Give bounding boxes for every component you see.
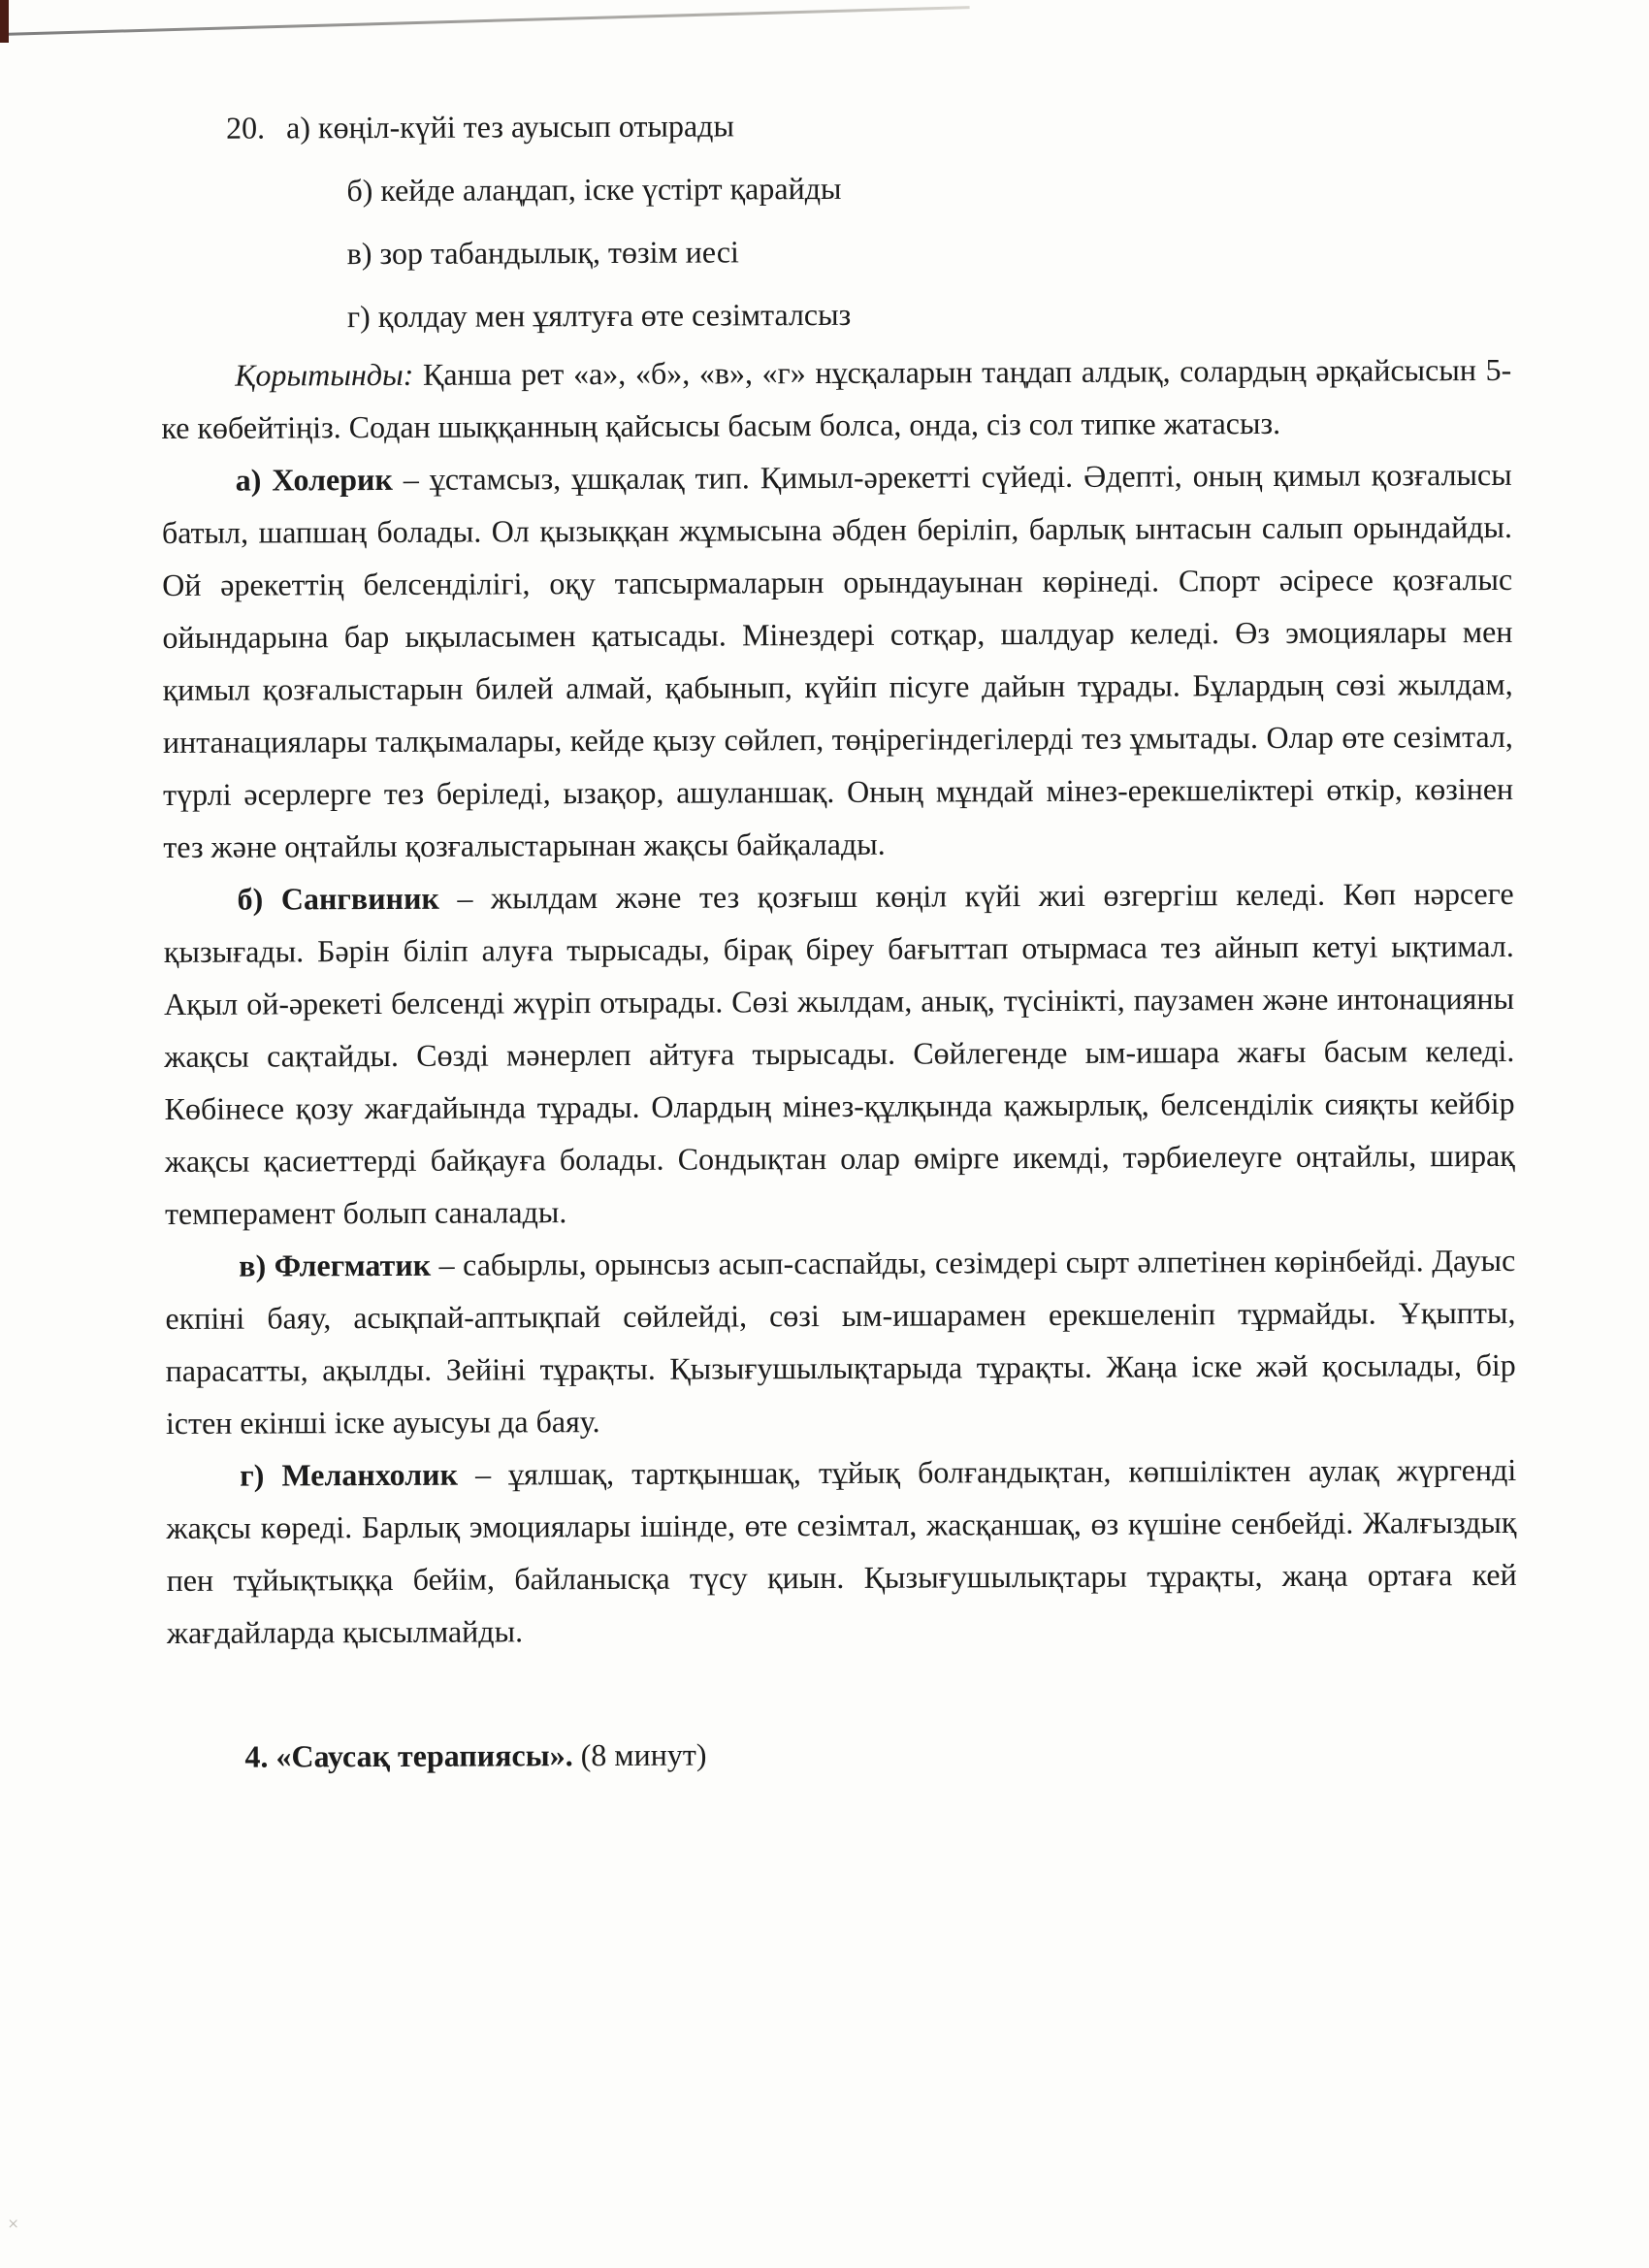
paragraph-sanguine (163, 867, 1515, 1240)
section-heading-title: 4. «Саусақ терапиясы». (244, 1737, 573, 1774)
sanguine-lead: б) Сангвиник (237, 880, 439, 917)
document-body (160, 91, 1518, 1783)
section-heading-duration: (8 минут) (572, 1736, 707, 1773)
phlegmatic-body: – сабырлы, орынсыз асып-саспайды, сезімдері сырт әлпетінен көрінбейді. Дауыс екпіні баяу, асықпай-аптықпай сөйлейді, сөзі ым-ишарамен ерекшеленіп тұрмайды. Ұқыпты, парасатты, ақылды. Зейіні тұрақты. Қызығушылықтарыда тұрақты. Жаңа іске жәй қосылады, бір істен екінші іске ауысуы да баяу. (165, 1242, 1516, 1441)
paragraph-melancholic (166, 1443, 1517, 1659)
option-v: в) зор табандылық, төзім иесі (346, 234, 739, 272)
paragraph-conclusion (161, 343, 1511, 454)
choleric-body: – ұстамсыз, ұшқалақ тип. Қимыл-әрекетті сүйеді. Әдепті, оның қимыл қозғалысы батыл, шапшаң болады. Ол қызыққан жұмысына әбден беріліп, барлық ынтасын салып орындайды. Ой әрекеттің белсенділігі, оқу тапсырмаларын орындауынан көрінеді. Спорт әсіресе қозғалыс ойындарына бар ықыласымен қатысады. Мінездері сотқар, шалдуар келеді. Өз эмоциялары мен қимыл қозғалыстарын билей алмай, қабынып, күйіп пісуге дайын тұрады. Бұлардың сөзі жылдам, интанациялары талқымалары, кейде қызу сөйлеп, төңірегіндегілерді тез ұмытады. Олар өте сезімтал, түрлі әсерлерге тез беріледі, ызақор, ашуланшақ. Оның мұндай мінез-ерекшеліктері өткір, көзінен тез және оңтайлы қозғалыстарынан жақсы байқалады. (161, 456, 1514, 864)
paragraph-choleric (162, 448, 1514, 873)
melancholic-lead: г) Меланхолик (240, 1456, 459, 1493)
question-options (286, 91, 1511, 349)
conclusion-lead: Қорытынды: (235, 356, 414, 393)
question-20 (160, 91, 1511, 349)
option-g: г) қолдау мен ұялтуға өте сезімталсыз (346, 296, 852, 335)
scan-artifact-bottom-mark: × (8, 2214, 19, 2235)
option-b: б) кейде алаңдап, іске үстірт қарайды (346, 170, 842, 209)
paragraph-phlegmatic (165, 1234, 1516, 1449)
conclusion-body: Қанша рет «а», «б», «в», «г» нұсқаларын таңдап алдық, солардың әрқайсысын 5-ке көбейтіңіз. Содан шыққанның қайсысы басым болса, онда, сіз сол типке жатасыз. (161, 351, 1512, 445)
question-number: 20. (226, 110, 266, 146)
scan-artifact-corner (0, 0, 9, 43)
section-heading-finger-therapy (167, 1725, 1517, 1783)
phlegmatic-lead: в) Флегматик (239, 1247, 432, 1283)
scan-artifact-line (0, 6, 970, 36)
sanguine-body: – жылдам және тез қозғыш көңіл күйі жиі өзгергіш келеді. Көп нәрсеге қызығады. Бәрін біліп алуға тырысады, бірақ біреу бағыттап отырмаса тез айнып кетуі ықтимал. Ақыл ой-әрекеті белсенді жүріп отырады. Сөзі жылдам, анық, түсінікті, паузамен және интонацияны жақсы сақтайды. Сөзді мәнерлеп айтуға тырысады. Сөйлегенде ым-ишара жағы басым келеді. Көбінесе қозу жағдайында тұрады. Олардың мінез-құлқында қажырлық, белсенділік сияқты кейбір жақсы қасиеттерді байқауға болады. Сондықтан олар өмірге икемді, тәрбиелеуге оңтайлы, ширақ темперамент болып саналады. (163, 875, 1515, 1231)
choleric-lead: а) Холерик (235, 461, 393, 498)
melancholic-body: – ұялшақ, тартқыншақ, тұйық болғандықтан, көпшіліктен аулақ жүргенді жақсы көреді. Барлық эмоциялары ішінде, өте сезімтал, жасқаншақ, өз күшіне сенбейді. Жалғыздық пен тұйықтыққа бейім, байланысқа түсу қиын. Қызығушылықтары тұрақты, жаңа ортаға кей жағдайларда қысылмайды. (166, 1451, 1517, 1650)
option-a: а) көңіл-күйі тез ауысып отырады (286, 108, 734, 146)
